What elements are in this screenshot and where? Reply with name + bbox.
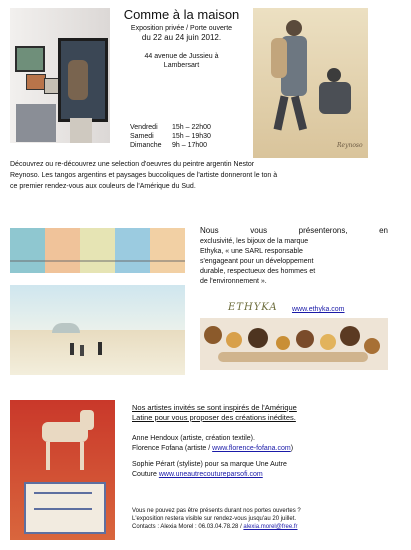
footer-contacts [132, 523, 402, 531]
landscape-painting-bands [10, 228, 185, 273]
ethyka-line: durable, respectueux des hommes et [200, 267, 316, 275]
footer [132, 507, 402, 531]
horse-painting [10, 400, 115, 540]
florence-fofana-link[interactable]: www.florence-fofana.com [212, 445, 291, 452]
artist-entry [132, 444, 402, 454]
artist-text: Florence Fofana (artiste / [132, 445, 213, 452]
ethyka-website-link[interactable]: www.ethyka.com [292, 306, 345, 313]
small-painting [26, 74, 46, 90]
ethyka-logo: ETHYKA [228, 302, 278, 313]
ethyka-block [200, 226, 388, 287]
schedule-day: Vendredi [130, 124, 158, 131]
ethyka-line: Nous vous présenterons, en [200, 226, 388, 235]
intro-line: Reynoso. Les tangos argentins et paysages buccoliques de l'artiste donneront le ton à [10, 172, 278, 179]
schedule-hours: 9h – 17h00 [172, 142, 208, 149]
page-title: Comme à la maison [123, 7, 240, 22]
event-dates: du 22 au 24 juin 2012. [141, 33, 222, 42]
dancer-figure [286, 20, 302, 36]
schedule-row [130, 123, 250, 132]
schedule-row [130, 141, 250, 150]
intro-line: Découvrez ou re-découvrez une selection d'oeuvres du peintre argentin Nestor [10, 161, 255, 168]
seated-figure [327, 68, 341, 82]
schedule-day: Samedi [130, 133, 154, 140]
event-type: Exposition privée / Porte ouverte [130, 25, 233, 32]
ethyka-line: s'engageant pour un développement [200, 257, 314, 265]
schedule-day: Dimanche [130, 142, 162, 149]
intro-line: ce premier rendez-vous aux couleurs de l'Amérique du Sud. [10, 183, 196, 190]
tango-painting [253, 8, 368, 158]
schedule-hours: 15h – 22h00 [172, 124, 211, 131]
ethyka-line: de l'environnement ». [200, 277, 267, 285]
artists-block [132, 403, 402, 480]
opening-hours [130, 123, 250, 150]
dancer-figure [271, 38, 287, 78]
intro-paragraph [10, 159, 386, 192]
artist-entry: Anne Hendoux (artiste, création textile). [132, 435, 255, 442]
footer-line: L'exposition restera visible sur rendez-vous jusqu'au 20 juillet. [132, 516, 297, 522]
email-link[interactable]: alexia.morel@free.fr [243, 524, 298, 530]
une-autre-couture-link[interactable]: www.uneautrecoutureparsofi.com [158, 471, 263, 478]
small-painting [15, 46, 45, 72]
artist-text: ) [290, 445, 294, 452]
artists-heading: Nos artistes invités se sont inspirés de l'Amérique [132, 403, 297, 412]
schedule-row [130, 132, 250, 141]
studio-photo [10, 8, 110, 143]
ethyka-line: exclusivité, les bijoux de la marque [200, 237, 309, 245]
artist-entry [132, 470, 402, 480]
artist-text: Couture [132, 471, 159, 478]
footer-line: Vous ne pouvez pas être présents durant nos portes ouvertes ? [132, 508, 301, 514]
schedule-hours: 15h – 19h30 [172, 133, 211, 140]
artist-entry: Sophie Pérart (styliste) pour sa marque Une Autre [132, 461, 287, 468]
landscape-painting-beach [10, 285, 185, 375]
jewelry-photo [200, 318, 388, 370]
address-line2: Lambersart [163, 62, 200, 69]
ethyka-line: Ethyka, « une SARL responsable [200, 247, 303, 255]
event-header [110, 7, 253, 70]
artists-heading: Latine pour vous proposer des créations inédites. [132, 413, 296, 422]
address-line1: 44 avenue de Jussieu à [144, 53, 219, 60]
painting-signature: Reynoso [337, 142, 363, 149]
contacts-label: Contacts : Alexia Morel : 06.03.04.78.28 / [132, 524, 244, 530]
